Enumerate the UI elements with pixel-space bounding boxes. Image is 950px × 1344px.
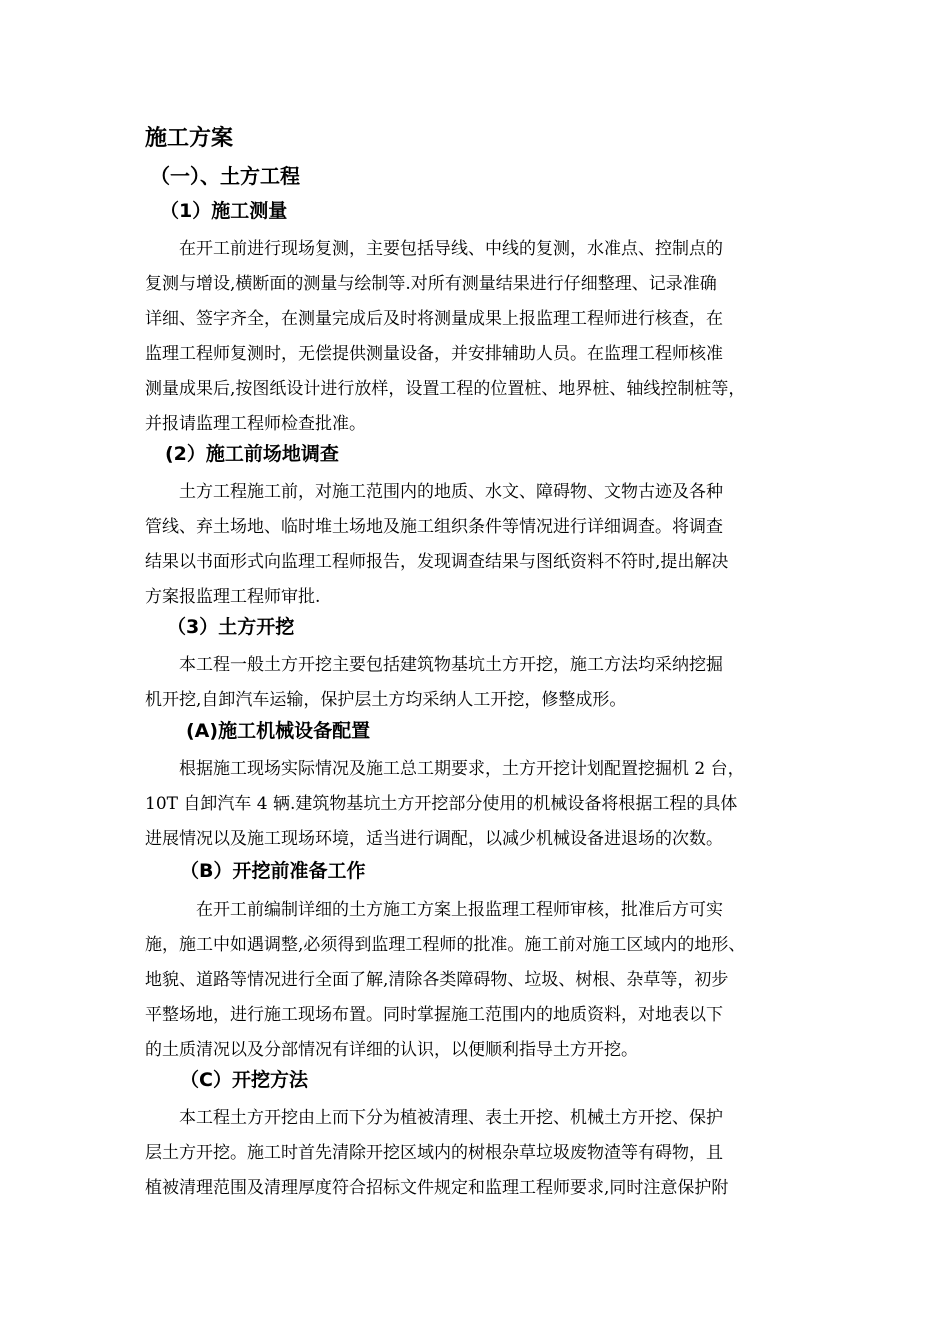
text-line: 在开工前进行现场复测，主要包括导线、中线的复测，水准点、控制点的 [145, 239, 723, 259]
paragraph-preparation [145, 893, 820, 1068]
paragraph-survey [145, 232, 820, 442]
text-line: 机开挖,自卸汽车运输，保护层土方均采纳人工开挖，修整成形。 [145, 690, 627, 710]
text-line: 进展情况以及施工现场环境，适当进行调配，以减少机械设备进退场的次数。 [145, 829, 723, 849]
subheading-survey: （1）施工测量 [160, 200, 288, 222]
subheading-site-investigation: (2）施工前场地调查 [165, 443, 339, 465]
text-line: 施，施工中如遇调整,必须得到监理工程师的批准。施工前对施工区域内的地形、 [145, 935, 746, 955]
text-line: 地貌、道路等情况进行全面了解,清除各类障碍物、垃圾、树根、杂草等，初步 [145, 970, 729, 990]
subheading-preparation: （B）开挖前准备工作 [180, 860, 366, 882]
text-line: 根据施工现场实际情况及施工总工期要求，土方开挖计划配置挖掘机 2 台， [145, 759, 745, 779]
text-line: 土方工程施工前，对施工范围内的地质、水文、障碍物、文物古迹及各种 [145, 482, 723, 502]
text-line: 的土质清况以及分部情况有详细的认识，以便顺利指导土方开挖。 [145, 1040, 638, 1060]
text-line: 复测与增设,横断面的测量与绘制等.对所有测量结果进行仔细整理、记录准确 [145, 274, 717, 294]
text-line: 并报请监理工程师检查批准。 [145, 414, 366, 434]
text-line: 平整场地，进行施工现场布置。同时掌握施工范围内的地质资料，对地表以下 [145, 1005, 723, 1025]
subheading-excavation: （3）土方开挖 [167, 616, 295, 638]
section-heading-earthwork: （一）、土方工程 [150, 164, 300, 188]
text-line: 本工程一般土方开挖主要包括建筑物基坑土方开挖，施工方法均采纳挖掘 [145, 655, 723, 675]
text-line: 方案报监理工程师审批. [145, 587, 321, 607]
text-line: 结果以书面形式向监理工程师报告，发现调查结果与图纸资料不符时,提出解决 [145, 552, 729, 572]
text-line: 监理工程师复测时，无偿提供测量设备，并安排辅助人员。在监理工程师核准 [145, 344, 723, 364]
paragraph-site-investigation [145, 475, 820, 615]
text-line: 层土方开挖。施工时首先清除开挖区域内的树根杂草垃圾废物渣等有碍物，且 [145, 1143, 723, 1163]
paragraph-equipment [145, 752, 820, 857]
text-line: 管线、弃土场地、临时堆土场地及施工组织条件等情况进行详细调查。将调查 [145, 517, 723, 537]
text-line: 10T 自卸汽车 4 辆.建筑物基坑土方开挖部分使用的机械设备将根据工程的具体 [145, 794, 738, 814]
text-line: 在开工前编制详细的土方施工方案上报监理工程师审核，批准后方可实 [145, 900, 723, 920]
subheading-equipment: (A)施工机械设备配置 [186, 720, 371, 742]
paragraph-excavation [145, 648, 820, 718]
document-title: 施工方案 [145, 126, 234, 151]
text-line: 植被清理范围及清理厚度符合招标文件规定和监理工程师要求,同时注意保护附 [145, 1178, 729, 1198]
text-line: 详细、签字齐全，在测量完成后及时将测量成果上报监理工程师进行核查，在 [145, 309, 723, 329]
text-line: 本工程土方开挖由上而下分为植被清理、表土开挖、机械土方开挖、保护 [145, 1108, 723, 1128]
paragraph-method [145, 1101, 820, 1206]
text-line: 测量成果后,按图纸设计进行放样，设置工程的位置桩、地界桩、轴线控制桩等， [145, 379, 746, 399]
subheading-method: （C）开挖方法 [180, 1069, 308, 1091]
